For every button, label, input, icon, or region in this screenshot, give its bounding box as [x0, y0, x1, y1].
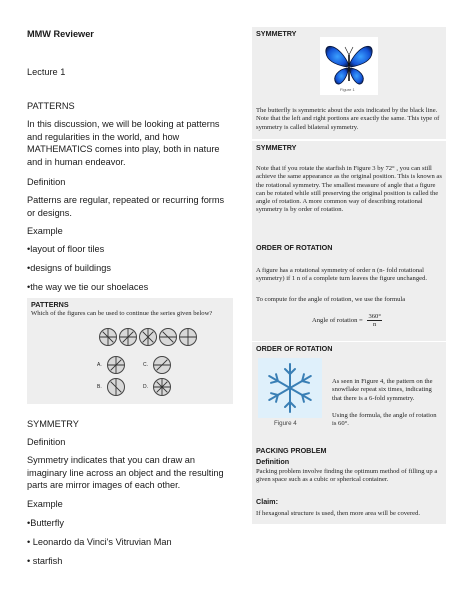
option-a-circle-icon[interactable]: [107, 356, 125, 374]
formula-denominator: n: [373, 321, 377, 328]
formula-label: Angle of rotation =: [312, 317, 363, 325]
packing-problem-title: PACKING PROBLEM: [256, 446, 327, 455]
option-label-c: C.: [143, 362, 148, 368]
snowflake-text: As seen in Figure 4, the pattern on the snowflake repeat six times, indicating that there is a 6-fold symmetry.: [332, 378, 433, 402]
snowflake-formula-text: Using the formula, the angle of rotation is 60°.: [332, 412, 437, 428]
series-circle-icon: [179, 328, 197, 346]
order-of-rotation-title: ORDER OF ROTATION: [256, 344, 333, 353]
symmetry-heading: SYMMETRY: [27, 419, 79, 429]
symmetry-example-item: • Leonardo da Vinci's Vitruvian Man: [27, 537, 172, 547]
example-item: •designs of buildings: [27, 263, 111, 273]
formula-intro: To compute for the angle of rotation, we use the formula: [256, 296, 406, 303]
option-label-d: D.: [143, 384, 148, 390]
packing-claim-label: Claim:: [256, 497, 278, 506]
example-item: •the way we tie our shoelaces: [27, 282, 149, 292]
symmetry-definition-label: Definition: [27, 437, 66, 447]
definition-label: Definition: [27, 177, 66, 187]
packing-claim-text: If hexagonal structure is used, then more area will be covered.: [256, 510, 421, 517]
figure-1-caption: Figure 1: [340, 87, 355, 92]
symmetry-example-item: • starfish: [27, 556, 63, 566]
order-of-rotation-snowflake-panel: [252, 342, 446, 444]
formula: [312, 313, 382, 328]
symmetry-rotation-text: Note that if you rotate the starfish in Figure 3 by 72° , you can still achieve the same appearance as the original position. This is known as the rotational symmetry. The smallest measure of angle that a figure can be rotated while still preserving the original position is called the angle of rotation. A more common way of describing rotational symmetry is by order of rotation.: [256, 165, 442, 214]
symmetry-definition-text: Symmetry indicates that you can draw an imaginary line across an object and the resulting parts are mirror images of each other.: [27, 455, 224, 491]
symmetry-panel-butterfly: [252, 27, 446, 139]
option-d-circle-icon[interactable]: [153, 378, 171, 396]
symmetry-example-item: •Butterfly: [27, 518, 64, 528]
patterns-heading: PATTERNS: [27, 101, 75, 111]
order-of-rotation-panel: [252, 241, 446, 341]
series-circle-icon: [159, 328, 177, 346]
symmetry-panel-text: The butterfly is symmetric about the axis indicated by the black line. Note that the left and right portions are exactly the same. This type of symmetry is called bilateral symmetry.: [256, 107, 440, 131]
packing-definition-text: Packing problem involve finding the optimum method of filling up a given space such as a cubic or spherical container.: [256, 468, 438, 484]
packing-problem-panel: [252, 444, 446, 524]
patterns-quiz-panel: [27, 298, 233, 404]
figure-4-caption: Figure 4: [274, 420, 297, 427]
packing-definition-label: Definition: [256, 457, 290, 466]
intro-paragraph: In this discussion, we will be looking at patterns and regularities in the world, and how MATHEMATICS comes into play, both in nature and in human endeavor.: [27, 119, 220, 167]
option-label-a: A.: [97, 362, 102, 368]
order-of-rotation-text: A figure has a rotational symmetry of order n (n- fold rotational symmetry) if 1 n of a complete turn leaves the figure unchanged.: [256, 267, 428, 283]
patterns-panel-question: Which of the figures can be used to continue the series given below?: [31, 310, 213, 317]
lecture-label: Lecture 1: [27, 67, 66, 77]
series-circle-icon: [99, 328, 117, 346]
option-label-b: B.: [97, 384, 102, 390]
patterns-panel-title: PATTERNS: [31, 300, 69, 309]
snowflake-icon: [258, 358, 322, 418]
series-circle-icon: [139, 328, 157, 346]
snowflake-image: [258, 358, 322, 418]
butterfly-image: [320, 37, 378, 95]
symmetry-panel-title: SYMMETRY: [256, 143, 297, 152]
example-item: •layout of floor tiles: [27, 244, 105, 254]
symmetry-example-label: Example: [27, 499, 63, 509]
order-of-rotation-title: ORDER OF ROTATION: [256, 243, 333, 252]
document-title: MMW Reviewer: [27, 29, 94, 39]
symmetry-panel-title: SYMMETRY: [256, 29, 297, 38]
option-c-circle-icon[interactable]: [153, 356, 171, 374]
series-circle-icon: [119, 328, 137, 346]
example-label: Example: [27, 226, 63, 236]
formula-numerator: 360°: [368, 313, 381, 320]
option-b-circle-icon[interactable]: [107, 378, 125, 396]
definition-text: Patterns are regular, repeated or recurring forms or designs.: [27, 195, 225, 218]
